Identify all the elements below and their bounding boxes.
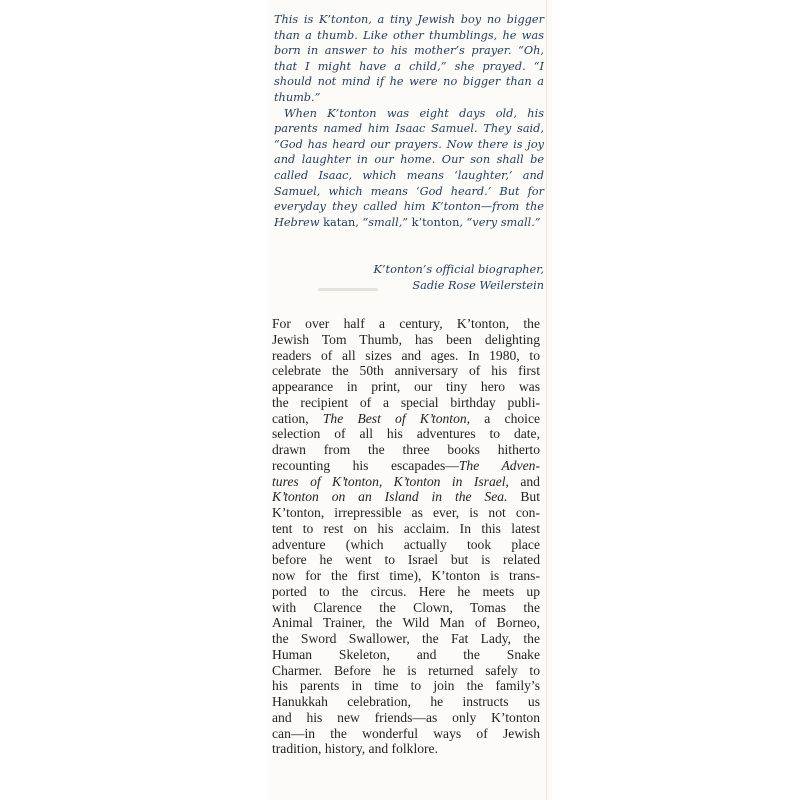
text-line: K’tonton, irrepressible as ever, is not con- [272,505,540,520]
text-line: Charmer. Before he is returned safely to [272,662,540,678]
print-smudge [318,288,378,291]
text-line: For over half a century, K’tonton, the [272,316,540,331]
attribution-role: K’tonton’s official biographer, [373,263,544,276]
flap-edge [546,0,547,800]
text-line: the recipient of a special birthday publi- [272,394,540,410]
text-line: before he went to Israel but is related [272,552,540,568]
text-line: tradition, history, and folklore. [272,741,438,757]
text-line: and his new friends—as only K’tonton [272,709,540,725]
text-line: selection of all his adventures to date, [272,426,540,442]
hebrew-word-ktonton: k’tonton, [411,215,463,229]
book-title-island-in-the-sea: K’tonton on an Island in the Sea. [272,489,508,505]
attribution [274,262,544,293]
intro-paragraph-2 [274,106,544,231]
book-title-best-of-ktonton: The Best of K’tonton, [322,410,471,426]
text-line: ported to the circus. Here he meets up [272,583,540,599]
text-fragment: and [520,473,540,489]
text-line: Animal Trainer, the Wild Man of Borneo, [272,615,540,631]
text-fragment: But [520,489,540,505]
book-title-adventures-part2: tures of K’tonton, [272,473,383,489]
gloss-small: “small,” [362,215,409,229]
intro-blurb [274,12,544,230]
text-line: drawn from the three books hitherto [272,442,540,457]
attribution-name: Sadie Rose Weilerstein [412,278,544,292]
text-line [272,474,540,490]
text-line: can—in the wonderful ways of Jewish [272,725,540,741]
text-line: readers of all sizes and ages. In 1980, to [272,347,540,363]
intro-paragraph-2-text: When K’tonton was eight days old, his parents named him Isaac Samuel. They said, “God has heard our prayers. Now there is joy and laughter in our home. Our son shall be called Isaac, which means ‘laughter,’ and Samuel, which means ‘God heard.’ But for everyday they called him K’tonton—from the Hebrew [274,106,544,229]
text-fragment: a choice [484,410,541,426]
text-fragment: cation, [272,410,309,426]
text-fragment: recounting his escapades— [272,457,459,473]
text-line: adventure (which actually took place [272,536,540,552]
description-paragraph [272,316,540,757]
text-line: the Sword Swallower, the Fat Lady, the [272,631,540,646]
text-line: Hanukkah celebration, he instructs us [272,694,540,709]
text-line [272,458,540,474]
text-line [272,411,540,427]
text-line: now for the first time), K’tonton is trans- [272,568,540,583]
text-line: appearance in print, our tiny hero was [272,379,540,394]
text-line: with Clarence the Clown, Tomas the [272,599,540,615]
intro-paragraph-1: This is K’tonton, a tiny Jewish boy no bigger than a thumb. Like other thumblings, he was born in answer to his mother’s prayer. “Oh, that I might have a child,” she prayed. “I should not mind if he were no bigger than a thumb.” [274,13,544,104]
text-line: tent to rest on his acclaim. In this latest [272,520,540,536]
book-title-adventures-part1: The Adven- [458,457,540,473]
text-line: his parents in time to join the family’s [272,678,540,694]
text-line: Human Skeleton, and the Snake [272,646,540,662]
text-line: Jewish Tom Thumb, has been delighting [272,331,540,347]
book-title-ktonton-in-israel: K’tonton in Israel, [393,473,509,489]
text-line: celebrate the 50th anniversary of his first [272,363,540,379]
hebrew-word-katan: katan, [323,215,359,229]
text-line [272,489,540,505]
gloss-very-small: “very small.” [466,215,541,229]
